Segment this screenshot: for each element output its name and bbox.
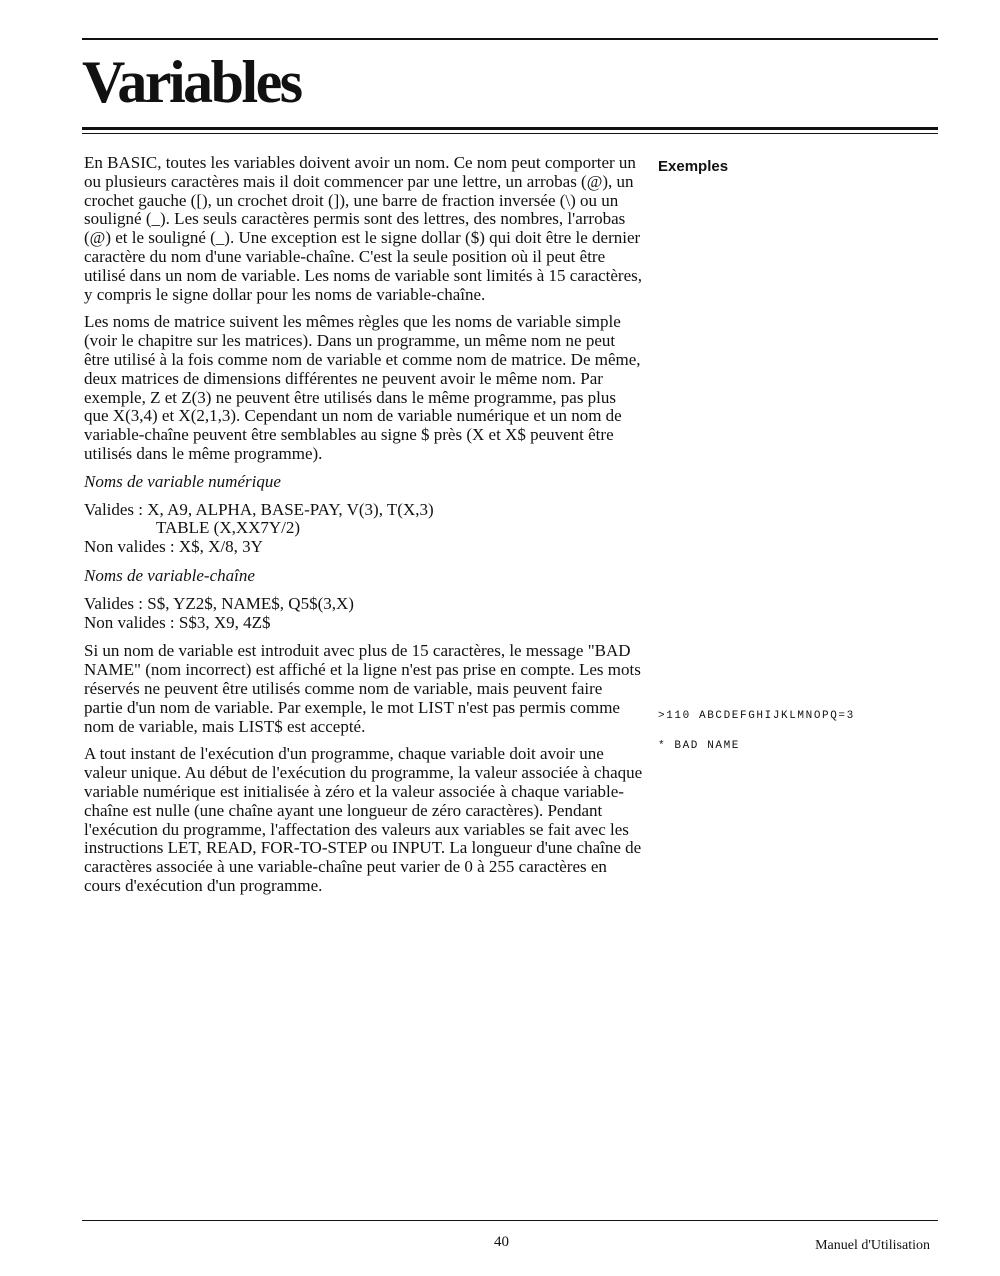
numeric-names-heading: Noms de variable numérique: [84, 471, 281, 491]
footer-rule: [82, 1220, 938, 1221]
numeric-names-list: [84, 501, 644, 557]
top-rule: [82, 38, 938, 40]
string-valid-line: Valides : S$, YZ2$, NAME$, Q5$(3,X): [84, 593, 354, 613]
page-number: 40: [494, 1234, 509, 1250]
string-names-list: [84, 595, 644, 633]
examples-heading: Exemples: [658, 158, 729, 175]
execution-paragraph: A tout instant de l'exécution d'un programme, chaque variable doit avoir une valeur unique. Au début de l'exécution du programme, la valeur associée à chaque variable numérique est initialisée à zéro et la valeur associée à chaque variable-chaîne est nulle (une chaîne ayant une longueur de zéro caractères). Pendant l'exécution du programme, l'affectation des valeurs aux variables se fait avec les instructions LET, READ, FOR-TO-STEP ou INPUT. La longueur d'une chaîne de caractères associée à une variable-chaîne peut varier de 0 à 255 caractères en cours d'exécution d'un programme.: [84, 744, 643, 895]
string-names-heading: Noms de variable-chaîne: [84, 565, 255, 585]
main-text-column: [84, 154, 644, 905]
string-invalid-line: Non valides : S$3, X9, 4Z$: [84, 612, 271, 632]
numeric-invalid-line: Non valides : X$, X/8, 3Y: [84, 537, 263, 557]
manual-title: Manuel d'Utilisation: [815, 1238, 930, 1253]
console-output-line: * BAD NAME: [658, 740, 741, 752]
title-rule-thick: [82, 127, 938, 130]
bad-name-paragraph: Si un nom de variable est introduit avec plus de 15 caractères, le message "BAD NAME" (nom incorrect) est affiché et la ligne n'est pas prise en compte. Les mots réservés ne peuvent être utilisés comme nom de variable, mais peuvent faire partie d'un nom de variable. Par exemple, le mot LIST n'est pas permis comme nom de variable, mais LIST$ est accepté.: [84, 641, 641, 736]
matrix-names-paragraph: Les noms de matrice suivent les mêmes règles que les noms de variable simple (voir le chapitre sur les matrices). Dans un programme, un même nom ne peut être utilisé à la fois comme nom de variable et comme nom de matrice. De même, deux matrices de dimensions différentes ne peuvent avoir le même nom. Par exemple, Z et Z(3) ne peuvent être utilisés dans le même programme, pas plus que X(3,4) et X(2,1,3). Cependant un nom de variable numérique et un nom de variable-chaîne peuvent être semblables au signe $ près (X et X$ peuvent être utilisés dans le même programme).: [84, 312, 641, 463]
console-input-line: >110 ABCDEFGHIJKLMNOPQ=3: [658, 710, 855, 722]
title-rule-thin: [82, 133, 938, 134]
intro-paragraph: En BASIC, toutes les variables doivent avoir un nom. Ce nom peut comporter un ou plusieurs caractères mais il doit commencer par une lettre, un arrobas (@), un crochet gauche ([), un crochet droit (]), une barre de fraction inversée (\) ou un souligné (_). Les seuls caractères permis sont des lettres, des nombres, l'arrobas (@) et le souligné (_). Une exception est le signe dollar ($) qui doit être le dernier caractère du nom d'une variable-chaîne. C'est la seule position où il peut être utilisé dans un nom de variable. Les noms de variable sont limités à 15 caractères, y compris le signe dollar pour les noms de variable-chaîne.: [84, 153, 642, 304]
numeric-valid-continuation: TABLE (X,XX7Y/2): [156, 518, 301, 538]
page-title: Variables: [82, 49, 301, 115]
numeric-valid-line: Valides : X, A9, ALPHA, BASE-PAY, V(3), T(X,3): [84, 499, 434, 519]
